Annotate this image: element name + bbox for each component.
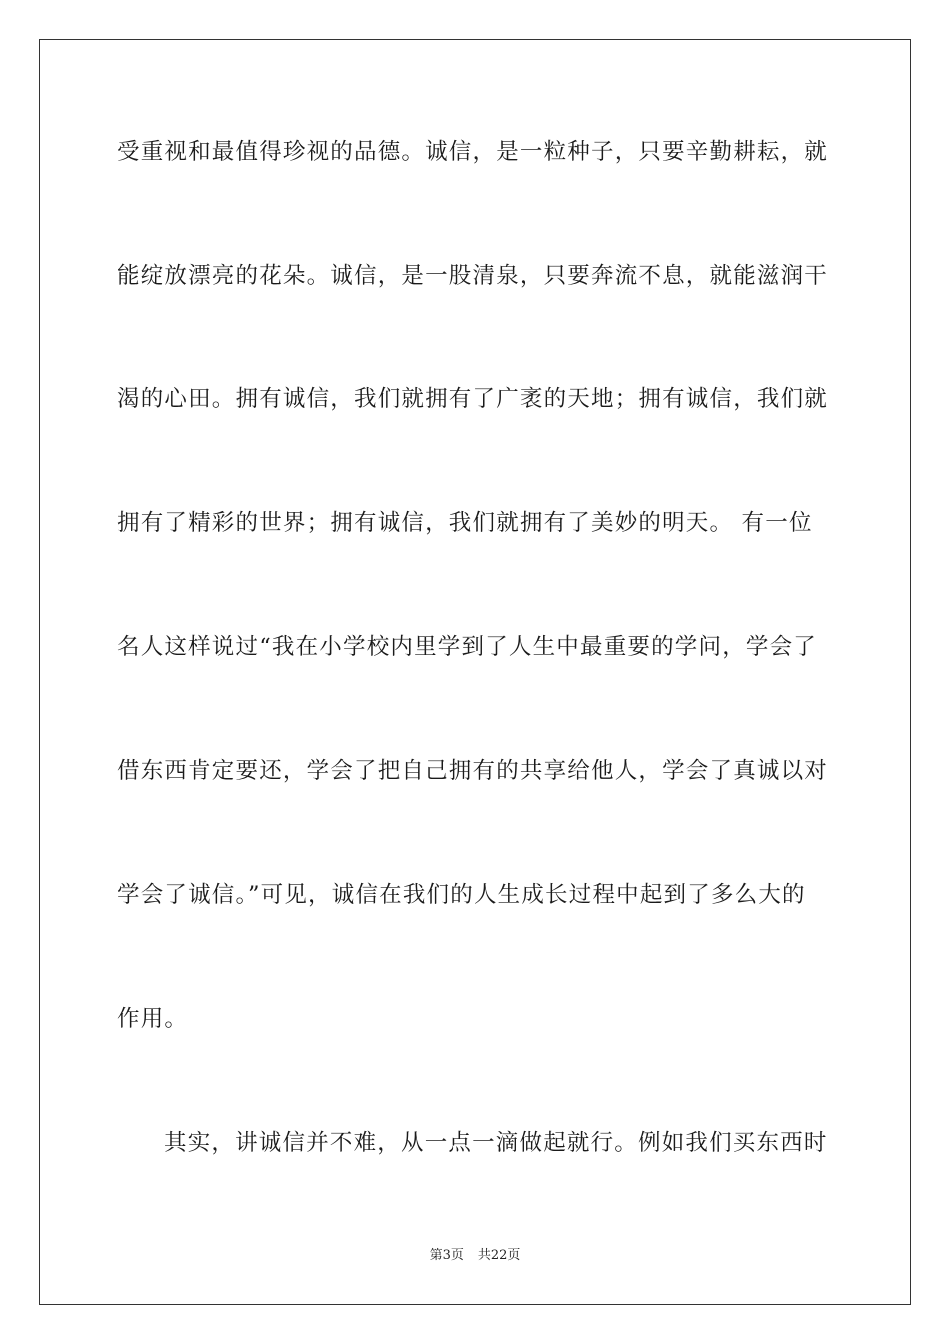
text-line: 能绽放漂亮的花朵。诚信，是一股清泉，只要奔流不息，就能滋润干 [117, 263, 829, 289]
text-line: 拥有了精彩的世界；拥有诚信，我们就拥有了美妙的明天。 有一位 [117, 510, 813, 536]
page-border [39, 39, 911, 1305]
text-line: 作用。 [117, 1006, 189, 1032]
text-line: 受重视和最值得珍视的品德。诚信，是一粒种子，只要辛勤耕耘，就 [117, 139, 829, 165]
text-line: 学会了诚信。”可见，诚信在我们的人生成长过程中起到了多么大的 [117, 882, 806, 908]
text-line: 借东西肯定要还，学会了把自己拥有的共享给他人，学会了真诚以对 [117, 758, 829, 784]
page-number: 第3页 [429, 1248, 464, 1263]
text-line: 渴的心田。拥有诚信，我们就拥有了广袤的天地；拥有诚信，我们就 [117, 386, 829, 412]
page-footer [0, 1246, 950, 1266]
paragraph-start-line: 其实，讲诚信并不难，从一点一滴做起就行。例如我们买东西时 [164, 1130, 828, 1156]
total-pages: 共22页 [477, 1248, 521, 1263]
text-line: 名人这样说过“我在小学校内里学到了人生中最重要的学问，学会了 [117, 634, 818, 660]
